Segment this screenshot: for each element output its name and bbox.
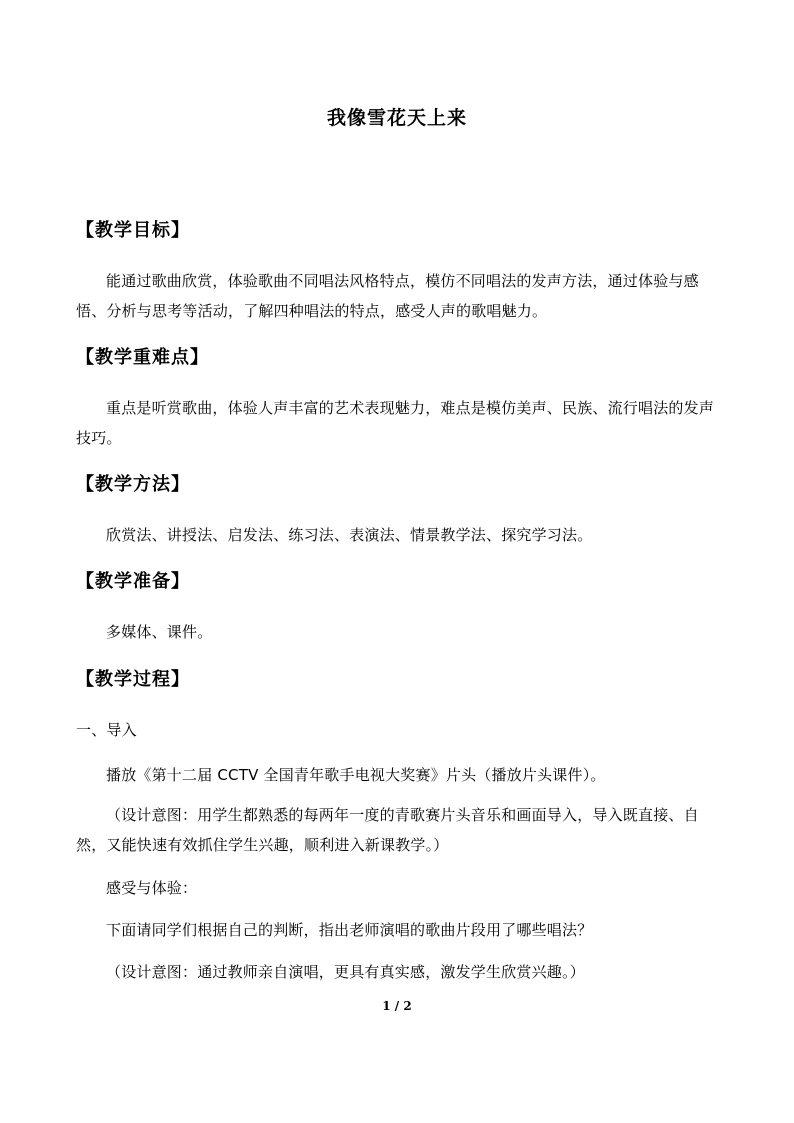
heading-teaching-methods: 【教学方法】 bbox=[76, 474, 190, 495]
heading-key-difficulties: 【教学重难点】 bbox=[76, 347, 209, 368]
heading-teaching-goals: 【教学目标】 bbox=[76, 220, 190, 241]
process-line-feel-experience: 感受与体验： bbox=[106, 879, 198, 897]
page-number: 1 / 2 bbox=[382, 999, 412, 1013]
paragraph-teaching-methods: 欣赏法、讲授法、启发法、练习法、表演法、情景教学法、探究学习法。 bbox=[106, 526, 593, 544]
process-line-play-opening: 播放《第十二届 CCTV 全国青年歌手电视大奖赛》片头（播放片头课件）。 bbox=[106, 766, 606, 784]
design-note-2: （设计意图：通过教师亲自演唱，更具有真实感，激发学生欣赏兴趣。） bbox=[106, 963, 585, 981]
process-line-question: 下面请同学们根据自己的判断，指出老师演唱的歌曲片段用了哪些唱法？ bbox=[106, 921, 593, 939]
design-note-1: （设计意图：用学生都熟悉的每两年一度的青歌赛片头音乐和画面导入，导入既直接、自然，又能快速有效抓住学生兴趣，顺利进入新课教学。） bbox=[76, 806, 699, 854]
heading-teaching-process: 【教学过程】 bbox=[76, 669, 190, 690]
paragraph-teaching-goals: 能通过歌曲欣赏，体验歌曲不同唱法风格特点，模仿不同唱法的发声方法，通过体验与感悟、分析与思考等活动，了解四种唱法的特点，感受人声的歌唱魅力。 bbox=[76, 272, 699, 320]
heading-teaching-preparation: 【教学准备】 bbox=[76, 571, 190, 592]
paragraph-teaching-preparation: 多媒体、课件。 bbox=[106, 623, 213, 641]
step-title-introduction: 一、导入 bbox=[76, 721, 137, 739]
document-title: 我像雪花天上来 bbox=[326, 107, 467, 129]
paragraph-key-difficulties: 重点是听赏歌曲，体验人声丰富的艺术表现魅力，难点是模仿美声、民族、流行唱法的发声技巧。 bbox=[76, 399, 715, 447]
